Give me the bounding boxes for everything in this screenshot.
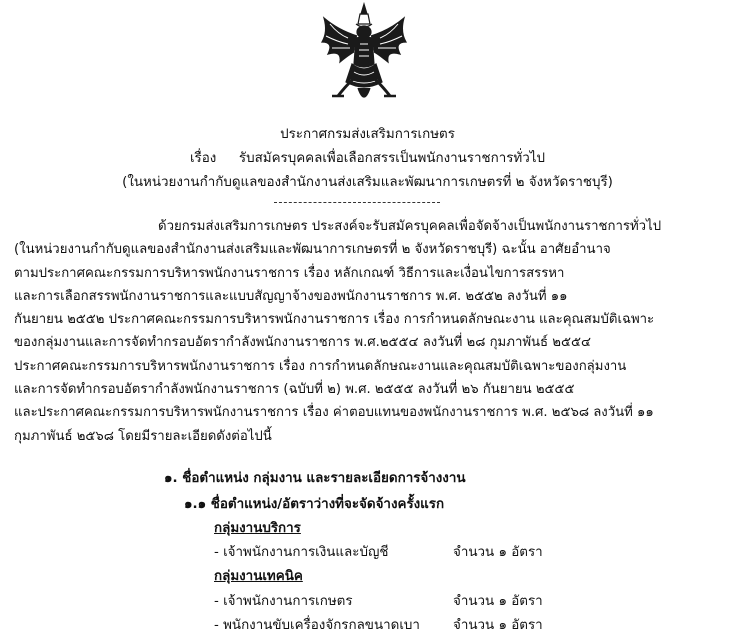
- body-line: และการเลือกสรรพนักงานราชการและแบบสัญญาจ้างของพนักงานราชการ พ.ศ. ๒๕๕๒ ลงวันที่ ๑๑: [14, 288, 568, 304]
- subject-label: เรื่อง: [189, 151, 217, 166]
- subject-subtitle: (ในหน่วยงานกำกับดูแลของสำนักงานส่งเสริมและพัฒนาการเกษตรที่ ๒ จังหวัดราชบุรี): [122, 175, 613, 190]
- section-1-1-title: ชื่อตำแหน่ง/อัตราว่างที่จะจัดจ้างครั้งแรก: [210, 497, 445, 512]
- section-1-1-heading: [184, 496, 444, 514]
- body-line: กุมภาพันธ์ ๒๕๖๘ โดยมีรายละเอียดดังต่อไปนี้: [14, 428, 272, 444]
- position-count: จำนวน ๑ อัตรา: [453, 618, 543, 633]
- body-line: ของกลุ่มงานและการจัดทำกรอบอัตรากำลังพนักงานราชการ พ.ศ.๒๕๕๔ ลงวันที่ ๒๘ กุมภาพันธ์ ๒๕๕๔: [14, 335, 591, 351]
- section-1-1-number: ๑.๑: [184, 497, 207, 512]
- body-line: (ในหน่วยงานกำกับดูแลของสำนักงานส่งเสริมและพัฒนาการเกษตรที่ ๒ จังหวัดราชบุรี) ฉะนั้น อาศัยอำนาจ: [14, 242, 611, 258]
- position-title: - เจ้าพนักงานการเกษตร: [214, 594, 353, 609]
- position-count: จำนวน ๑ อัตรา: [453, 545, 543, 560]
- group-name-service: กลุ่มงานบริการ: [214, 521, 301, 536]
- body-line: ด้วยกรมส่งเสริมการเกษตร ประสงค์จะรับสมัครบุคคลเพื่อจัดจ้างเป็นพนักงานราชการทั่วไป: [158, 219, 662, 234]
- garuda-emblem-icon: [318, 2, 410, 108]
- body-paragraph: [14, 215, 710, 448]
- body-line: ตามประกาศคณะกรรมการบริหารพนักงานราชการ เรื่อง หลักเกณฑ์ วิธีการและเงื่อนไขการสรรหา: [14, 265, 565, 281]
- section-1-number: ๑.: [164, 471, 178, 486]
- position-title: - เจ้าพนักงานการเงินและบัญชี: [214, 545, 389, 560]
- position-count: จำนวน ๑ อัตรา: [453, 594, 543, 609]
- body-line: ประกาศคณะกรรมการบริหารพนักงานราชการ เรื่อง การกำหนดลักษณะงานและคุณสมบัติเฉพาะของกลุ่มงาน: [14, 358, 627, 374]
- body-line: กันยายน ๒๕๕๒ ประกาศคณะกรรมการบริหารพนักงานราชการ เรื่อง การกำหนดลักษณะงาน และคุณสมบัติเฉพาะ: [14, 312, 655, 328]
- body-line: และการจัดทำกรอบอัตรากำลังพนักงานราชการ (ฉบับที่ ๒) พ.ศ. ๒๕๕๕ ลงวันที่ ๒๖ กันยายน ๒๕๕๕: [14, 382, 575, 398]
- issuer-title: ประกาศกรมส่งเสริมการเกษตร: [280, 127, 455, 142]
- subject-text: รับสมัครบุคคลเพื่อเลือกสรรเป็นพนักงานราชการทั่วไป: [238, 151, 546, 166]
- subject-line: [0, 150, 735, 168]
- group-name-technical: กลุ่มงานเทคนิค: [214, 569, 303, 584]
- position-title: - พนักงานขับเครื่องจักรกลขนาดเบา: [214, 618, 420, 633]
- section-1-title: ชื่อตำแหน่ง กลุ่มงาน และรายละเอียดการจ้างงาน: [182, 471, 466, 486]
- body-line: และประกาศคณะกรรมการบริหารพนักงานราชการ เรื่อง ค่าตอบแทนของพนักงานราชการ พ.ศ. ๒๕๖๘ ลงวันที่ ๑๑: [14, 405, 654, 421]
- header-divider: [274, 202, 440, 203]
- section-1-heading: [164, 470, 466, 488]
